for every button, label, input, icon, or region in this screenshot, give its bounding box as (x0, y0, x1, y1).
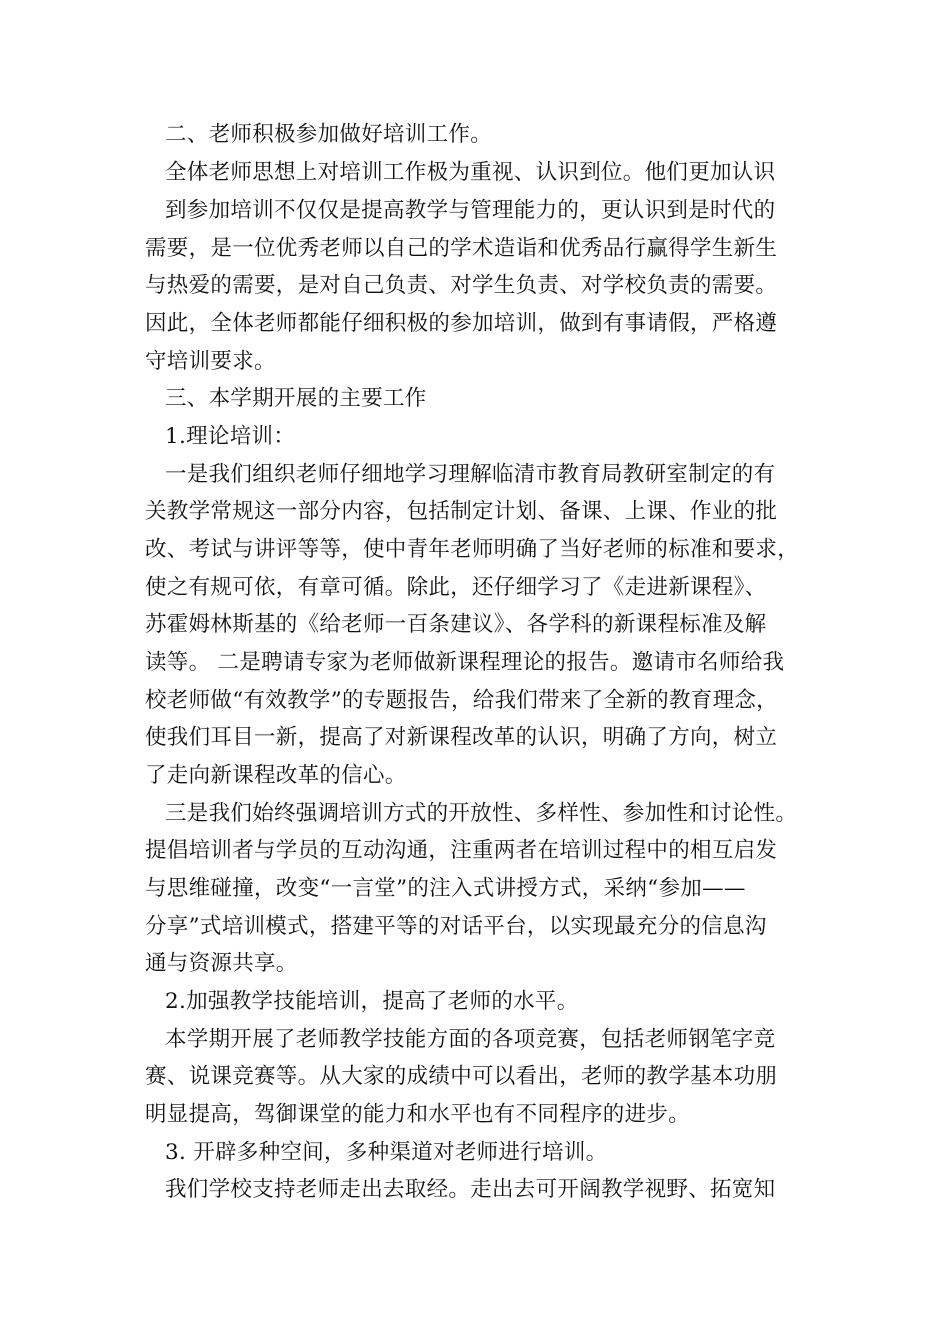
paragraph-line: 守培训要求。 (145, 349, 276, 374)
paragraph-line: 赛、说课竞赛等。从大家的成绩中可以看出，老师的教学基本功朋 (145, 1064, 778, 1089)
subsection-heading: 3. 开辟多种空间，多种渠道对老师进行培训。 (165, 1140, 608, 1165)
paragraph-line: 关教学常规这一部分内容，包括制定计划、备课、上课、作业的批 (145, 499, 778, 524)
paragraph-line: 使之有规可依，有章可循。除此，还仔细学习了《走进新课程》、 (145, 575, 767, 600)
subsection-heading: 1.理论培训： (165, 424, 296, 449)
paragraph-line: 通与资源共享。 (145, 951, 298, 976)
paragraph-line: 使我们耳目一新，提高了对新课程改革的认识，明确了方向，树立 (145, 725, 778, 750)
paragraph-line: 与热爱的需要，是对自己负责、对学生负责、对学校负责的需要。 (145, 273, 778, 298)
paragraph-line: 了走向新课程改革的信心。 (145, 763, 407, 788)
paragraph-line: 需要，是一位优秀老师以自己的学术造诣和优秀品行赢得学生新生 (145, 236, 778, 261)
paragraph-line: 分享”式培训模式，搭建平等的对话平台，以实现最充分的信息沟 (145, 914, 767, 939)
paragraph-line: 一是我们组织老师仔细地学习理解临清市教育局教研室制定的有 (165, 462, 776, 487)
paragraph-line: 全体老师思想上对培训工作极为重视、认识到位。他们更加认识 (165, 160, 776, 185)
paragraph-line: 三是我们始终强调培训方式的开放性、多样性、参加性和讨论性。 (165, 801, 798, 826)
paragraph-line: 到参加培训不仅仅是提高教学与管理能力的，更认识到是时代的 (165, 198, 776, 223)
paragraph-line: 改、考试与讲评等等，使中青年老师明确了当好老师的标准和要求， (145, 537, 800, 562)
section-heading: 二、老师积极参加做好培训工作。 (165, 122, 493, 147)
paragraph-line: 苏霍姆林斯基的《给老师一百条建议》、各学科的新课程标准及解 (145, 612, 767, 637)
paragraph-line: 我们学校支持老师走出去取经。走出去可开阔教学视野、拓宽知 (165, 1177, 776, 1202)
paragraph-line: 与思维碰撞，改变“一言堂”的注入式讲授方式，采纳“参加—— (145, 876, 746, 901)
section-heading: 三、本学期开展的主要工作 (165, 386, 427, 411)
paragraph-line: 提倡培训者与学员的互动沟通，注重两者在培训过程中的相互启发 (145, 838, 778, 863)
paragraph-line: 本学期开展了老师教学技能方面的各项竞赛，包括老师钢笔字竞 (165, 1027, 776, 1052)
subsection-heading: 2.加强教学技能培训，提高了老师的水平。 (165, 989, 579, 1014)
paragraph-line: 明显提高，驾御课堂的能力和水平也有不同程序的进步。 (145, 1102, 691, 1127)
paragraph-line: 读等。 二是聘请专家为老师做新课程理论的报告。邀请市名师给我 (145, 650, 785, 675)
paragraph-line: 因此，全体老师都能仔细积极的参加培训，做到有事请假，严格遵 (145, 311, 778, 336)
paragraph-line: 校老师做“有效教学”的专题报告，给我们带来了全新的教育理念， (145, 688, 778, 713)
